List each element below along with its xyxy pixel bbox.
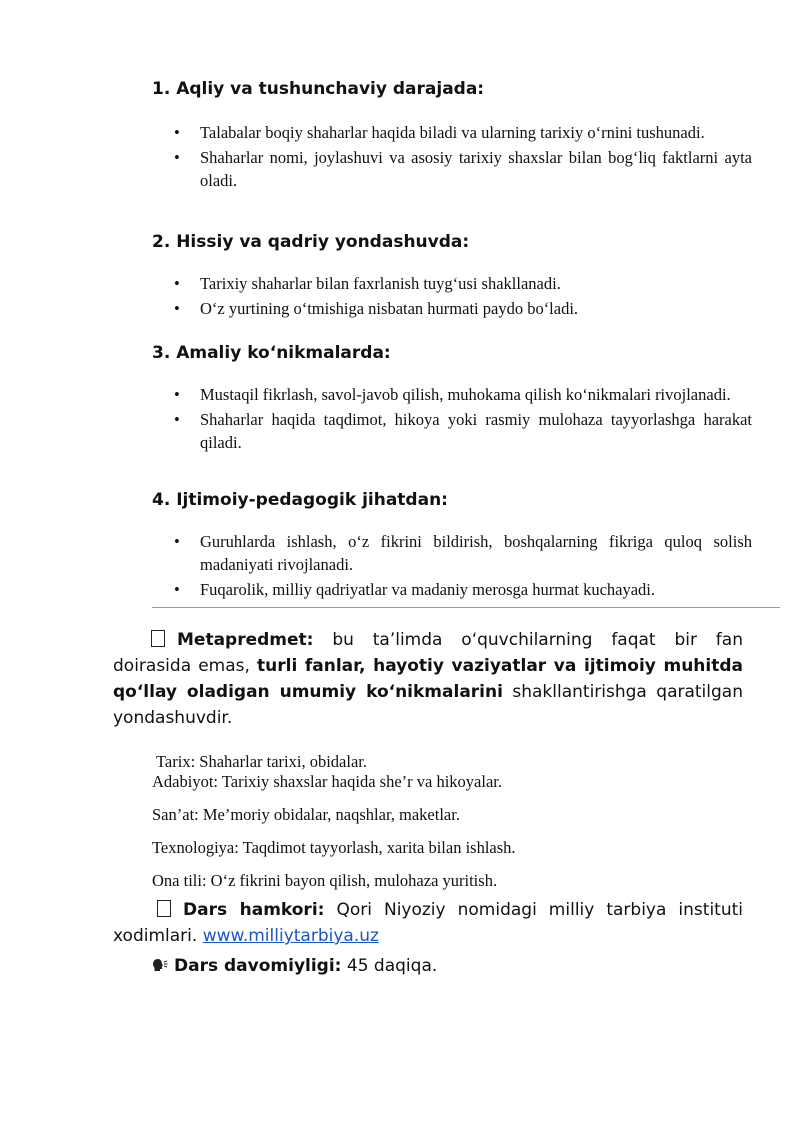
bullet-list [152, 530, 752, 601]
partner-website-link[interactable]: www.milliytarbiya.uz [202, 926, 379, 946]
horizontal-divider [152, 607, 780, 608]
subject-line: Adabiyot: Tarixiy shaxslar haqida she’r va hikoyalar. [152, 772, 502, 791]
bullet-icon: • [174, 148, 180, 167]
section-heading: 2. Hissiy va qadriy yondashuvda: [152, 232, 470, 252]
subject-line: San’at: Me’moriy obidalar, naqshlar, maketlar. [152, 805, 460, 824]
section-heading: 1. Aqliy va tushunchaviy darajada: [152, 79, 485, 99]
metapredmet-label: Metapredmet: [177, 630, 314, 650]
section-2 [152, 232, 752, 322]
missing-glyph-icon [157, 900, 171, 917]
list-item: • O‘z yurtining o‘tmishiga nisbatan hurmati paydo bo‘ladi. [174, 299, 579, 318]
list-item: • Mustaqil fikrlash, savol-javob qilish, muhokama qilish ko‘nikmalari rivojlanadi. [174, 385, 731, 404]
bullet-list [152, 383, 752, 454]
subject-line: Tarix: Shaharlar tarixi, obidalar. [156, 752, 367, 771]
section-3 [152, 343, 752, 456]
subject-line: Texnologiya: Taqdimot tayyorlash, xarita bilan ishlash. [152, 838, 516, 857]
speaking-head-icon [152, 957, 168, 971]
bullet-icon: • [174, 532, 180, 551]
bullet-icon: • [174, 385, 180, 404]
bullet-icon: • [174, 274, 180, 293]
list-item: • Guruhlarda ishlash, o‘z fikrini bildirish, boshqalarning fikriga quloq solish madaniyati rivojlanadi. [174, 532, 752, 574]
list-item: • Tarixiy shaharlar bilan faxrlanish tuyg‘usi shakllanadi. [174, 274, 561, 293]
list-item: • Talabalar boqiy shaharlar haqida biladi va ularning tarixiy o‘rnini tushunadi. [174, 123, 705, 142]
subject-line: Ona tili: O‘z fikrini bayon qilish, mulohaza yuritish. [152, 871, 498, 890]
metapredmet-paragraph: Metapredmet: bu ta’limda o‘quvchilarning faqat bir fan doirasida emas, turli fanlar, hayotiy vaziyatlar va ijtimoiy muhitda qo‘llay oladigan umumiy ko‘nikmalarini shakllantirishga qaratilgan yondashuvdir. [113, 630, 743, 728]
partner-paragraph: Dars hamkori: Qori Niyoziy nomidagi milliy tarbiya instituti xodimlari. www.milliytarbiya.uz [113, 900, 743, 946]
section-heading: 4. Ijtimoiy-pedagogik jihatdan: [152, 490, 448, 510]
bullet-list [152, 272, 752, 320]
missing-glyph-icon [151, 630, 165, 647]
list-item: • Shaharlar nomi, joylashuvi va asosiy tarixiy shaxslar bilan bog‘liq faktlarni ayta oladi. [174, 148, 752, 190]
duration-label: Dars davomiyligi: [174, 956, 342, 976]
section-heading: 3. Amaliy ko‘nikmalarda: [152, 343, 391, 363]
list-item: • Shaharlar haqida taqdimot, hikoya yoki rasmiy mulohaza tayyorlashga harakat qiladi. [174, 410, 752, 452]
bullet-icon: • [174, 580, 180, 599]
list-item: • Fuqarolik, milliy qadriyatlar va madaniy merosga hurmat kuchayadi. [174, 580, 655, 599]
bullet-icon: • [174, 410, 180, 429]
section-4 [152, 490, 752, 603]
bullet-icon: • [174, 299, 180, 318]
bullet-icon: • [174, 123, 180, 142]
section-1 [152, 79, 752, 194]
bullet-list [152, 121, 752, 192]
partner-label: Dars hamkori: [183, 900, 325, 920]
duration-line: Dars davomiyligi: 45 daqiqa. [152, 956, 437, 976]
